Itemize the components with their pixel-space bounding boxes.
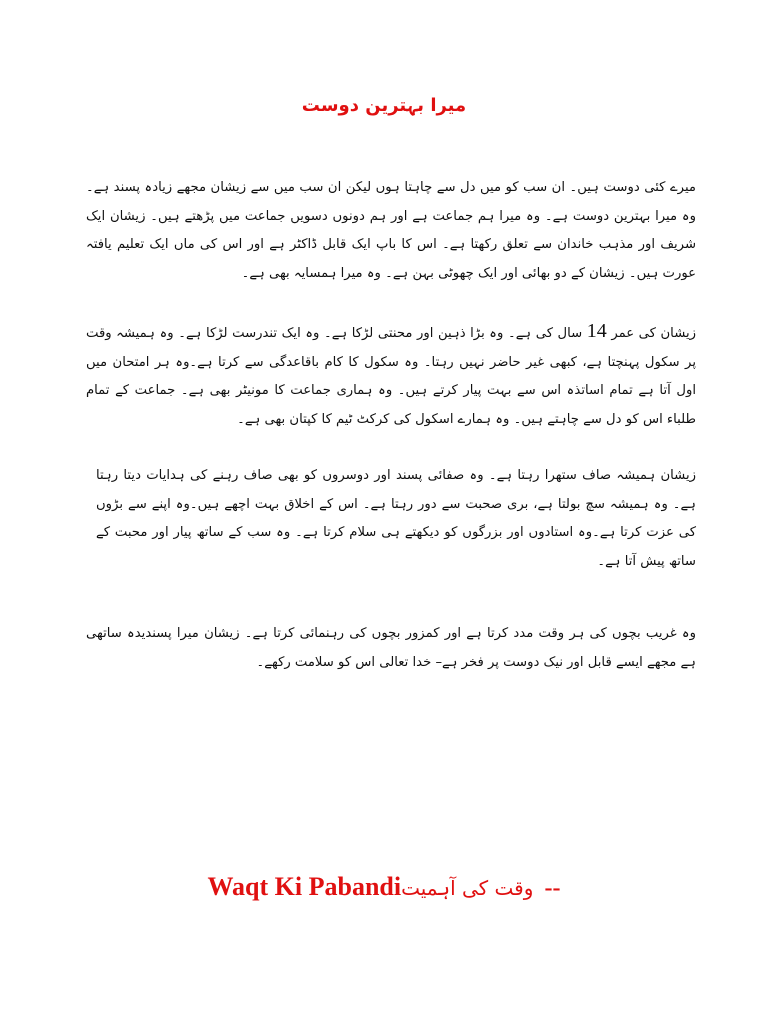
footer-dashes: -- xyxy=(544,875,561,901)
paragraph-habits: زیشان ہمیشہ صاف ستھرا رہتا ہے۔ وہ صفائی پسند اور دوسروں کو بھی صاف رہنے کی ہدایات دیتا رہتا ہے۔ وہ ہمیشہ سچ بولتا ہے، بری صحبت سے دور رہتا ہے۔ اس کے اخلاق بہت اچھے ہیں۔وہ اپنے سے بڑوں کی عزت کرتا ہے۔وہ استادوں اور بزرگوں کو دیکھتے ہی سلام کرتا ہے۔ وہ سب کے ساتھ پیار اور محبت کے ساتھ پیش آتا ہے۔ xyxy=(96,468,696,569)
footer-urdu-title: وقت کی آہمیت xyxy=(401,876,534,900)
document-title: میرا بہترین دوست xyxy=(301,95,467,116)
paragraph-age-before: زیشان کی عمر xyxy=(606,326,697,341)
footer-heading xyxy=(0,872,768,902)
paragraph-conclusion: وہ غریب بچوں کی ہر وقت مدد کرتا ہے اور کمزور بچوں کی رہنمائی کرتا ہے۔ زیشان میرا پسندیدہ ساتھی ہے مجھے ایسے قابل اور نیک دوست پر فخر ہے– خدا تعالی اس کو سلامت رکھے۔ xyxy=(86,626,696,670)
paragraph-intro: میرے کئی دوست ہیں۔ ان سب کو میں دل سے چاہتا ہوں لیکن ان سب میں سے زیشان مجھے زیادہ پسند ہے۔ وہ میرا بہترین دوست ہے۔ وہ میرا ہم جماعت ہے اور ہم دونوں دسویں جماعت میں پڑھتے ہیں۔ زیشان ایک شریف اور مذہب خاندان سے تعلق رکھتا ہے۔ اس کا باپ ایک قابل ڈاکٹر ہے اور اس کی ماں ایک تعلیم یافتہ عورت ہیں۔ زیشان کے دو بھائی اور ایک چھوٹی بہن ہے۔ وہ میرا ہمسایہ بھی ہے۔ xyxy=(86,180,696,281)
paragraph-age-after: سال کی ہے۔ وہ بڑا ذہین اور محنتی لڑکا ہے۔ وہ ایک تندرست لڑکا ہے۔ وہ ہمیشہ وقت پر سکول پہنچتا ہے، کبھی غیر حاضر نہیں رہتا۔ وہ سکول کا کام باقاعدگی سے کرتا ہے۔وہ ہر امتحان میں اول آتا ہے تمام اساتذہ اس سے بہت پیار کرتے ہیں۔ وہ ہماری جماعت کا مونیٹر بھی ہے۔ جماعت کے تمام طلباء اس کو دل سے چاہتے ہیں۔ وہ ہمارے اسکول کی کرکٹ ٹیم کا کپتان بھی ہے۔ xyxy=(86,326,696,427)
paragraph-qualities xyxy=(86,317,696,434)
footer-english-title: Waqt Ki Pabandi xyxy=(207,872,402,901)
age-number: 14 xyxy=(586,320,607,342)
